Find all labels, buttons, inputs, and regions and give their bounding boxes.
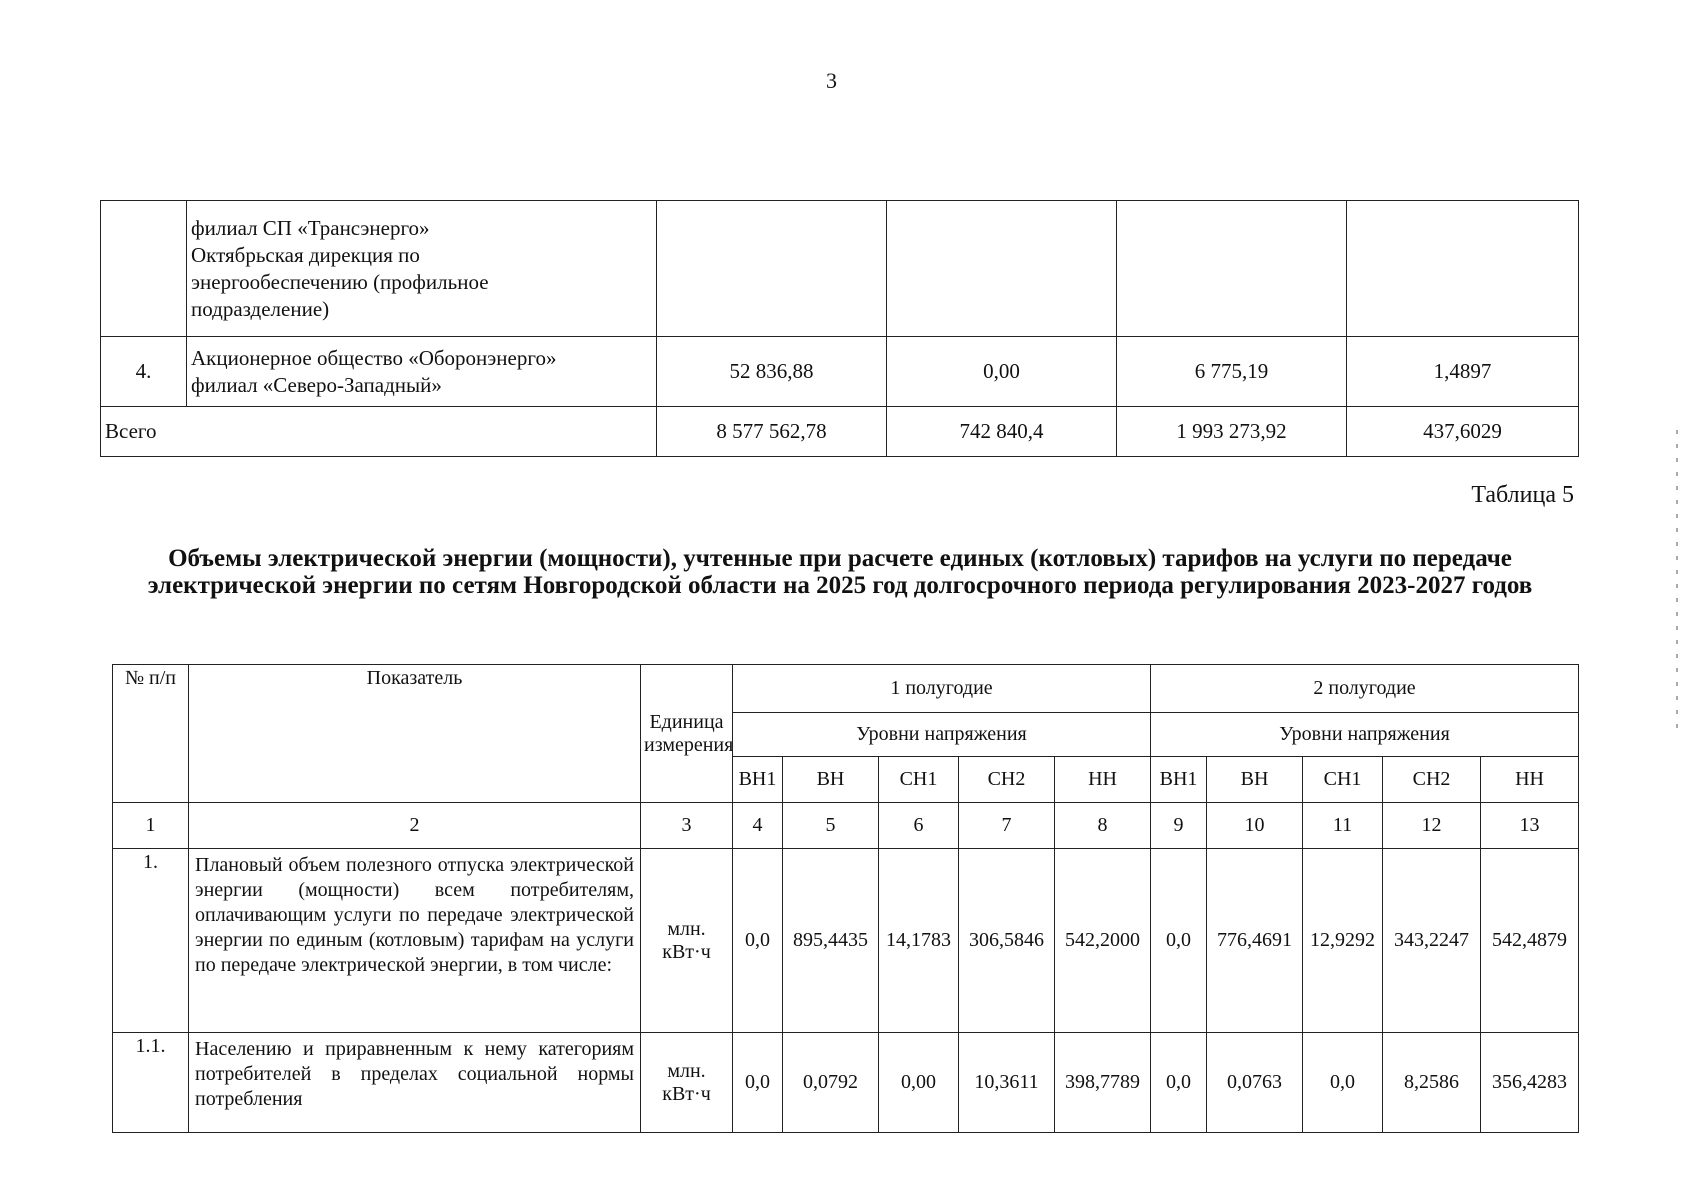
- page-number: 3: [826, 68, 837, 93]
- unit-cell: млн. кВт·ч: [641, 849, 733, 1033]
- table-row: [101, 201, 1579, 337]
- value-cell: 8,2586: [1383, 1033, 1481, 1133]
- value-cell: [1347, 201, 1579, 337]
- value-cell: 356,4283: [1481, 1033, 1579, 1133]
- table-5: [112, 664, 1579, 1133]
- value-cell: 306,5846: [959, 849, 1055, 1033]
- header-voltage: НН: [1481, 757, 1579, 803]
- value-cell: [887, 201, 1117, 337]
- col-number: 8: [1055, 803, 1151, 849]
- col-number: 6: [879, 803, 959, 849]
- value-cell: 6 775,19: [1117, 337, 1347, 407]
- header-voltage: СН2: [1383, 757, 1481, 803]
- total-value: 8 577 562,78: [657, 407, 887, 457]
- header-voltage: СН2: [959, 757, 1055, 803]
- total-value: 437,6029: [1347, 407, 1579, 457]
- row-number: 1.: [113, 849, 189, 1033]
- col-number: 3: [641, 803, 733, 849]
- header-row: [113, 665, 1579, 713]
- value-cell: 0,00: [879, 1033, 959, 1133]
- table-row: [113, 1033, 1579, 1133]
- value-cell: 343,2247: [1383, 849, 1481, 1033]
- indicator-text: Населению и приравненным к нему категориям потребителей в пределах социальной нормы потребления: [189, 1033, 641, 1133]
- col-number: 1: [113, 803, 189, 849]
- col-number: 10: [1207, 803, 1303, 849]
- header-num: № п/п: [113, 665, 189, 803]
- scan-edge-mark: [1676, 430, 1678, 730]
- row-number: [101, 201, 187, 337]
- value-cell: 1,4897: [1347, 337, 1579, 407]
- value-cell: 542,2000: [1055, 849, 1151, 1033]
- organization-name: [187, 337, 657, 407]
- indicator-text: Плановый объем полезного отпуска электрической энергии (мощности) всем потребителям, оплачивающим услуги по передаче электрической энергии по единым (котловым) тарифам на услуги по передаче электрической энергии, в том числе:: [189, 849, 641, 1033]
- col-number: 13: [1481, 803, 1579, 849]
- header-levels: Уровни напряжения: [733, 713, 1151, 757]
- column-number-row: [113, 803, 1579, 849]
- total-value: 742 840,4: [887, 407, 1117, 457]
- organization-name: [187, 201, 657, 337]
- value-cell: 0,00: [887, 337, 1117, 407]
- header-voltage: НН: [1055, 757, 1151, 803]
- total-label: Всего: [101, 407, 657, 457]
- name-line: подразделение): [191, 296, 330, 321]
- value-cell: [657, 201, 887, 337]
- header-indicator: Показатель: [189, 665, 641, 803]
- header-voltage: СН1: [1303, 757, 1383, 803]
- row-number: 4.: [101, 337, 187, 407]
- value-cell: 0,0: [1151, 1033, 1207, 1133]
- value-cell: 542,4879: [1481, 849, 1579, 1033]
- header-half1: 1 полугодие: [733, 665, 1151, 713]
- name-line: филиал «Северо-Западный»: [191, 372, 442, 397]
- col-number: 5: [783, 803, 879, 849]
- value-cell: 0,0763: [1207, 1033, 1303, 1133]
- col-number: 9: [1151, 803, 1207, 849]
- header-half2: 2 полугодие: [1151, 665, 1579, 713]
- unit-cell: млн. кВт·ч: [641, 1033, 733, 1133]
- name-line: филиал СП «Трансэнерго»: [191, 215, 430, 240]
- name-line: Акционерное общество «Оборонэнерго»: [191, 345, 557, 370]
- value-cell: 895,4435: [783, 849, 879, 1033]
- table-row: [113, 849, 1579, 1033]
- value-cell: 14,1783: [879, 849, 959, 1033]
- header-voltage: ВН: [783, 757, 879, 803]
- value-cell: 0,0: [733, 1033, 783, 1133]
- table-caption: Таблица 5: [1471, 482, 1574, 508]
- col-number: 4: [733, 803, 783, 849]
- value-cell: [1117, 201, 1347, 337]
- value-cell: 0,0: [1151, 849, 1207, 1033]
- table-title: Объемы электрической энергии (мощности), учтенные при расчете единых (котловых) тарифов на услуги по передаче электрической энергии по сетям Новгородской области на 2025 год долгосрочного периода регулирования 2023-2027 годов: [147, 545, 1533, 599]
- total-value: 1 993 273,92: [1117, 407, 1347, 457]
- value-cell: 398,7789: [1055, 1033, 1151, 1133]
- row-number: 1.1.: [113, 1033, 189, 1133]
- total-row: [101, 407, 1579, 457]
- header-voltage: ВН1: [733, 757, 783, 803]
- table-row: [101, 337, 1579, 407]
- header-unit: Единица измерения: [641, 665, 733, 803]
- value-cell: 52 836,88: [657, 337, 887, 407]
- header-voltage: ВН1: [1151, 757, 1207, 803]
- header-voltage: СН1: [879, 757, 959, 803]
- name-line: энергообеспечению (профильное: [191, 269, 489, 294]
- col-number: 2: [189, 803, 641, 849]
- col-number: 12: [1383, 803, 1481, 849]
- table-4-continuation: [100, 200, 1579, 457]
- value-cell: 12,9292: [1303, 849, 1383, 1033]
- header-levels: Уровни напряжения: [1151, 713, 1579, 757]
- value-cell: 10,3611: [959, 1033, 1055, 1133]
- header-voltage: ВН: [1207, 757, 1303, 803]
- value-cell: 0,0792: [783, 1033, 879, 1133]
- value-cell: 776,4691: [1207, 849, 1303, 1033]
- value-cell: 0,0: [1303, 1033, 1383, 1133]
- col-number: 11: [1303, 803, 1383, 849]
- value-cell: 0,0: [733, 849, 783, 1033]
- name-line: Октябрьская дирекция по: [191, 242, 420, 267]
- col-number: 7: [959, 803, 1055, 849]
